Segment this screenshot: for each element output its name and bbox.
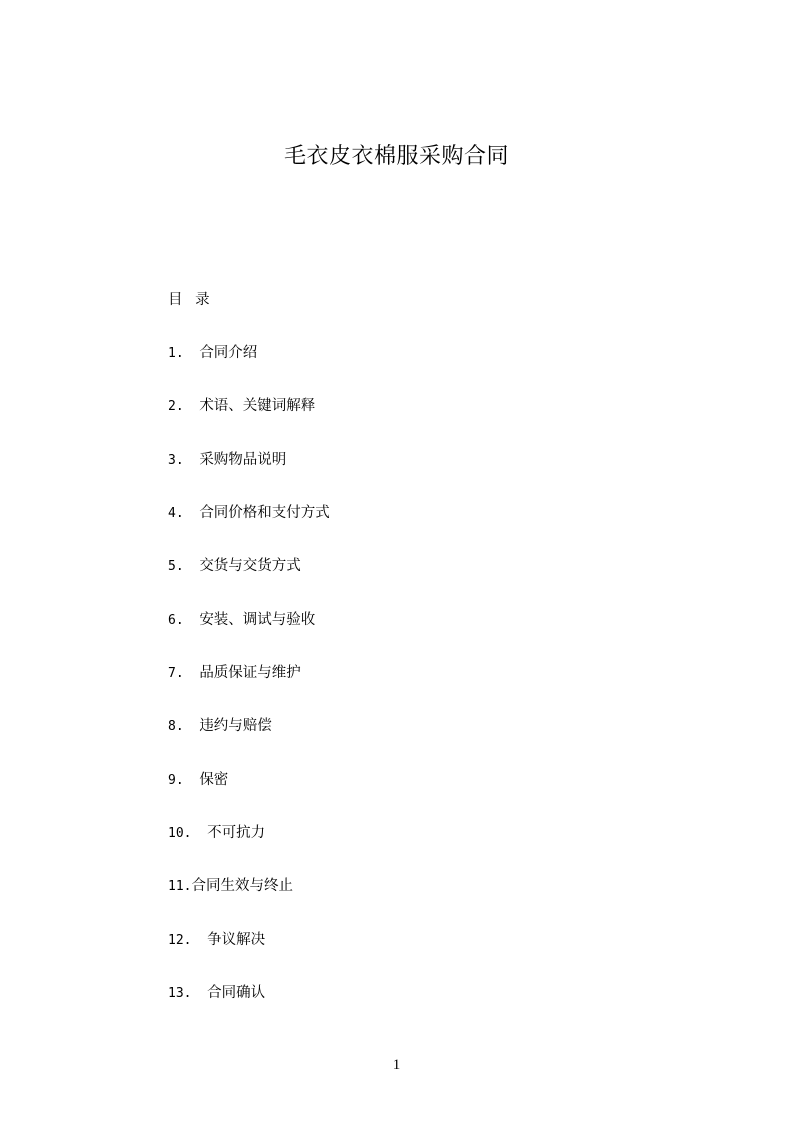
toc-item-text: 争议解决 — [207, 931, 266, 948]
toc-item-text: 不可抗力 — [207, 824, 266, 841]
toc-item-text: 保密 — [199, 771, 229, 788]
toc-item-text: 术语、关键词解释 — [199, 398, 316, 415]
toc-item — [168, 930, 330, 983]
toc-heading: 目 录 — [168, 292, 214, 308]
toc-item-text: 合同确认 — [207, 984, 266, 1001]
toc-item — [168, 770, 330, 823]
toc-item — [168, 503, 330, 556]
toc-item — [168, 343, 330, 396]
toc-item-number: 5. — [168, 559, 200, 575]
toc-item-number: 2. — [168, 399, 200, 415]
toc-item-number: 7. — [168, 665, 200, 681]
toc-item — [168, 450, 330, 503]
toc-item-number: 4. — [168, 505, 200, 521]
toc-item — [168, 556, 330, 609]
toc-item — [168, 663, 330, 716]
toc-item-number: 1. — [168, 346, 200, 361]
toc-item-text: 交货与交货方式 — [199, 558, 301, 575]
toc-item-text: 合同价格和支付方式 — [199, 504, 330, 521]
toc-item — [168, 983, 330, 1036]
toc-item — [168, 823, 330, 876]
toc-item-number: 9. — [168, 772, 200, 788]
table-of-contents — [168, 343, 330, 1036]
toc-item-text: 安装、调试与验收 — [199, 611, 316, 628]
toc-item-number: 8. — [168, 719, 200, 735]
toc-item-number: 10. — [168, 825, 208, 841]
toc-item — [168, 396, 330, 449]
toc-item-number: 6. — [168, 612, 200, 628]
toc-item — [168, 716, 330, 769]
document-title: 毛衣皮衣棉服采购合同 — [283, 144, 509, 169]
page-number: 1 — [392, 1057, 401, 1073]
toc-item-text: 违约与赔偿 — [199, 718, 272, 735]
toc-item-text: 品质保证与维护 — [199, 664, 301, 681]
toc-item — [168, 610, 330, 663]
toc-item-text: 合同介绍 — [199, 345, 258, 361]
toc-item-number: 12. — [168, 932, 208, 948]
toc-item-number: 11. — [168, 879, 192, 895]
toc-item — [168, 876, 330, 929]
toc-item-text: 合同生效与终止 — [191, 878, 293, 895]
toc-item-number: 3. — [168, 452, 200, 468]
toc-item-text: 采购物品说明 — [199, 451, 287, 468]
toc-item-number: 13. — [168, 985, 208, 1001]
